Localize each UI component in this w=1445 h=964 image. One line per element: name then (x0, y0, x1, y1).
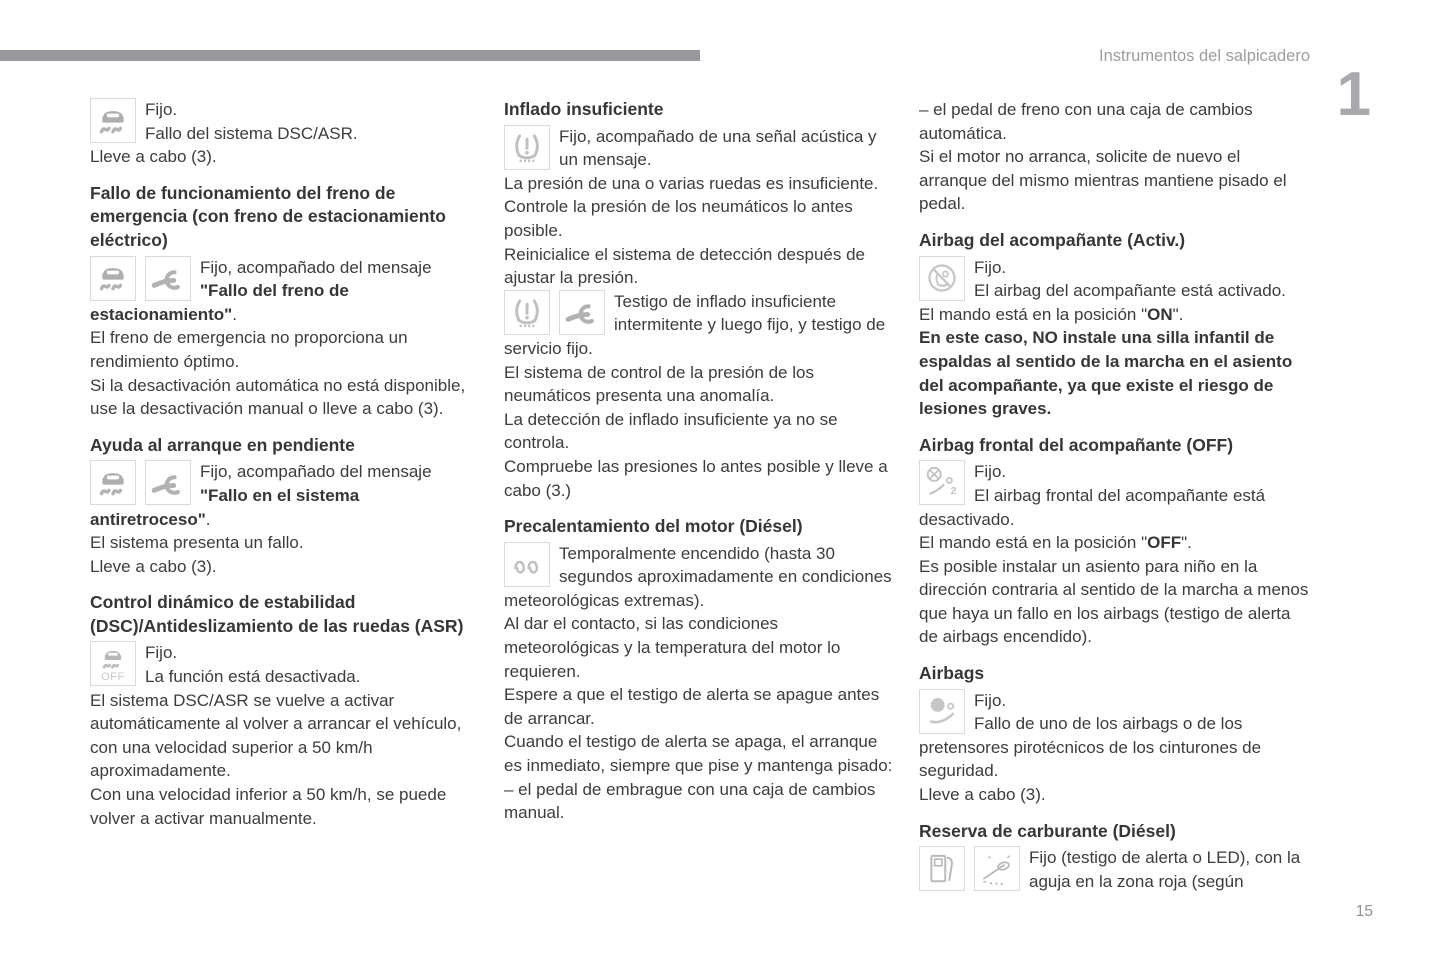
text-segment: ". (1172, 304, 1184, 324)
dsc-off-icon-label: OFF (101, 670, 125, 683)
paragraph: El sistema de control de la presión de los neumáticos presenta una anomalía. (504, 362, 814, 406)
passenger-airbag-off-icon (919, 460, 965, 505)
page-header-title: Instrumentos del salpicadero (1099, 47, 1310, 65)
column-3 (919, 98, 1309, 893)
page-content (90, 98, 1309, 893)
airbag-off-icon-sub: 2 (950, 486, 957, 498)
entry-airbags-fault (919, 662, 1309, 807)
paragraph: Espere a que el testigo de alerta se apague antes de arrancar. (504, 685, 880, 728)
dsc-asr-icon (90, 460, 136, 505)
paragraph: La detección de inflado insuficiente ya no se controla. (504, 409, 838, 453)
paragraph: Fijo, acompañado de una señal acústica y un mensaje. (559, 126, 877, 170)
paragraph: Fijo. (974, 257, 1007, 277)
paragraph: Reinicialice el sistema de detección después de ajustar la presión. (504, 244, 865, 288)
paragraph: Controle la presión de los neumáticos lo antes posible. (504, 197, 853, 240)
text-segment: El mando está en la posición " (919, 304, 1148, 324)
text-segment: El mando está en la posición " (919, 533, 1148, 553)
bold-text-segment: "Fallo del freno de estacionamiento" (90, 281, 349, 324)
paragraph: Lleve a cabo (3). (919, 785, 1046, 805)
text-segment: Fijo, acompañado del mensaje (200, 257, 432, 277)
paragraph: El sistema DSC/ASR se vuelve a activar automáticamente al volver a arrancar el vehículo, con una velocidad superior a 50 km/h aproximadamente. (90, 690, 462, 781)
entry-dsc-asr-deactivated (90, 591, 478, 830)
section-heading: Reserva de carburante (Diésel) (919, 820, 1176, 841)
entry-tyre-pressure-system-fault (504, 290, 896, 502)
paragraph (919, 303, 1309, 327)
column-2 (504, 98, 896, 893)
paragraph: Testigo de inflado insuficiente intermitente y luego fijo, y testigo de servicio fijo. (504, 291, 886, 358)
paragraph: – el pedal de freno con una caja de cambios automática. (919, 100, 1253, 143)
entry-emergency-brake-failure (90, 182, 478, 421)
paragraph: La función está desactivada. (145, 667, 361, 687)
text-segment: Fijo, acompañado del mensaje (200, 462, 432, 482)
paragraph: La presión de una o varias ruedas es insuficiente. (504, 173, 879, 193)
section-heading: Ayuda al arranque en pendiente (90, 434, 355, 455)
paragraph: Fijo. (145, 100, 178, 119)
low-tyre-pressure-icon (504, 290, 550, 335)
paragraph: Fijo. (145, 643, 178, 663)
paragraph: Con una velocidad inferior a 50 km/h, se puede volver a activar manualmente. (90, 785, 447, 828)
bold-text-segment: ON (1147, 304, 1173, 324)
passenger-airbag-activated-icon (919, 256, 965, 301)
bold-text-segment: "Fallo en el sistema antiretroceso" (90, 485, 360, 529)
section-heading: Airbag frontal del acompañante (OFF) (919, 434, 1234, 455)
chapter-number-tab: 1 (1336, 60, 1371, 129)
paragraph: Fijo. (974, 690, 1007, 710)
paragraph: Temporalmente encendido (hasta 30 segundos aproximadamente en condiciones meteorológicas extremas). (504, 543, 892, 610)
entry-engine-preheating (504, 515, 896, 825)
bold-text-segment: OFF (1147, 533, 1182, 553)
paragraph: El freno de emergencia no proporciona un rendimiento óptimo. (90, 328, 408, 371)
text-segment: ". (1181, 533, 1192, 553)
section-heading: Inflado insuficiente (504, 99, 664, 119)
entry-passenger-airbag-off (919, 434, 1309, 649)
entry-hill-start-assist (90, 434, 478, 579)
paragraph: Fijo. (974, 462, 1007, 482)
paragraph: Compruebe las presiones lo antes posible y lleve a cabo (3.) (504, 456, 888, 500)
paragraph: El airbag del acompañante está activado. (974, 281, 1286, 301)
paragraph: Cuando el testigo de alerta se apaga, el arranque es inmediato, siempre que pise y mantenga pisado: (504, 732, 893, 776)
service-wrench-icon (559, 290, 605, 335)
glow-plug-icon (504, 542, 550, 587)
section-heading: Fallo de funcionamiento del freno de emergencia (con freno de estacionamiento eléctrico) (90, 182, 446, 250)
column-1 (90, 98, 478, 893)
text-segment: . (205, 509, 211, 529)
dsc-asr-icon (90, 98, 136, 143)
paragraph: – el pedal de embrague con una caja de cambios manual. (504, 779, 876, 823)
low-tyre-pressure-icon (504, 125, 550, 170)
paragraph (919, 531, 1309, 555)
paragraph: Fijo (testigo de alerta o LED), con la aguja en la zona roja (según (1029, 848, 1301, 891)
paragraph: Si el motor no arranca, solicite de nuevo el arranque del mismo mientras mantiene pisado el pedal. (919, 147, 1287, 214)
page-number: 15 (1355, 903, 1373, 920)
entry-fuel-reserve (919, 820, 1309, 894)
section-heading: Control dinámico de estabilidad (DSC)/Antideslizamiento de las ruedas (ASR) (90, 592, 464, 636)
paragraph: Lleve a cabo (3). (90, 147, 217, 167)
entry-preheating-continued (919, 98, 1309, 216)
paragraph: Es posible instalar un asiento para niño en la dirección contraria al sentido de la marcha a menos que haya un fallo en los airbags (testigo de alerta de airbags encendido). (919, 556, 1309, 647)
service-wrench-icon (145, 460, 191, 505)
section-heading: Precalentamiento del motor (Diésel) (504, 516, 803, 537)
section-heading: Airbag del acompañante (Activ.) (919, 229, 1186, 250)
fuel-gauge-needle-icon (974, 846, 1020, 891)
entry-passenger-airbag-activated (919, 229, 1309, 421)
entry-dsc-asr-failure (90, 98, 478, 169)
section-heading: Airbags (919, 663, 985, 684)
paragraph: Fallo de uno de los airbags o de los pretensores pirotécnicos de los cinturones de seguridad. (919, 714, 1262, 781)
service-wrench-icon (145, 256, 191, 301)
fuel-pump-icon (919, 846, 965, 891)
paragraph: El airbag frontal del acompañante está desactivado. (919, 485, 1266, 529)
paragraph: Al dar el contacto, si las condiciones meteorológicas y la temperatura del motor lo requieren. (504, 614, 841, 681)
paragraph: Lleve a cabo (3). (90, 556, 217, 576)
warning-paragraph: En este caso, NO instale una silla infantil de espaldas al sentido de la marcha en el asiento del acompañante, ya que existe el riesgo de lesiones graves. (919, 328, 1293, 419)
paragraph: Si la desactivación automática no está disponible, use la desactivación manual o lleve a cabo (3). (90, 375, 466, 419)
entry-underinflation (504, 98, 896, 290)
dsc-off-icon (90, 641, 136, 686)
text-segment: . (232, 304, 237, 324)
paragraph: El sistema presenta un fallo. (90, 533, 304, 553)
dsc-asr-icon (90, 256, 136, 301)
paragraph: Fallo del sistema DSC/ASR. (145, 123, 358, 143)
airbag-warning-icon (919, 689, 965, 734)
